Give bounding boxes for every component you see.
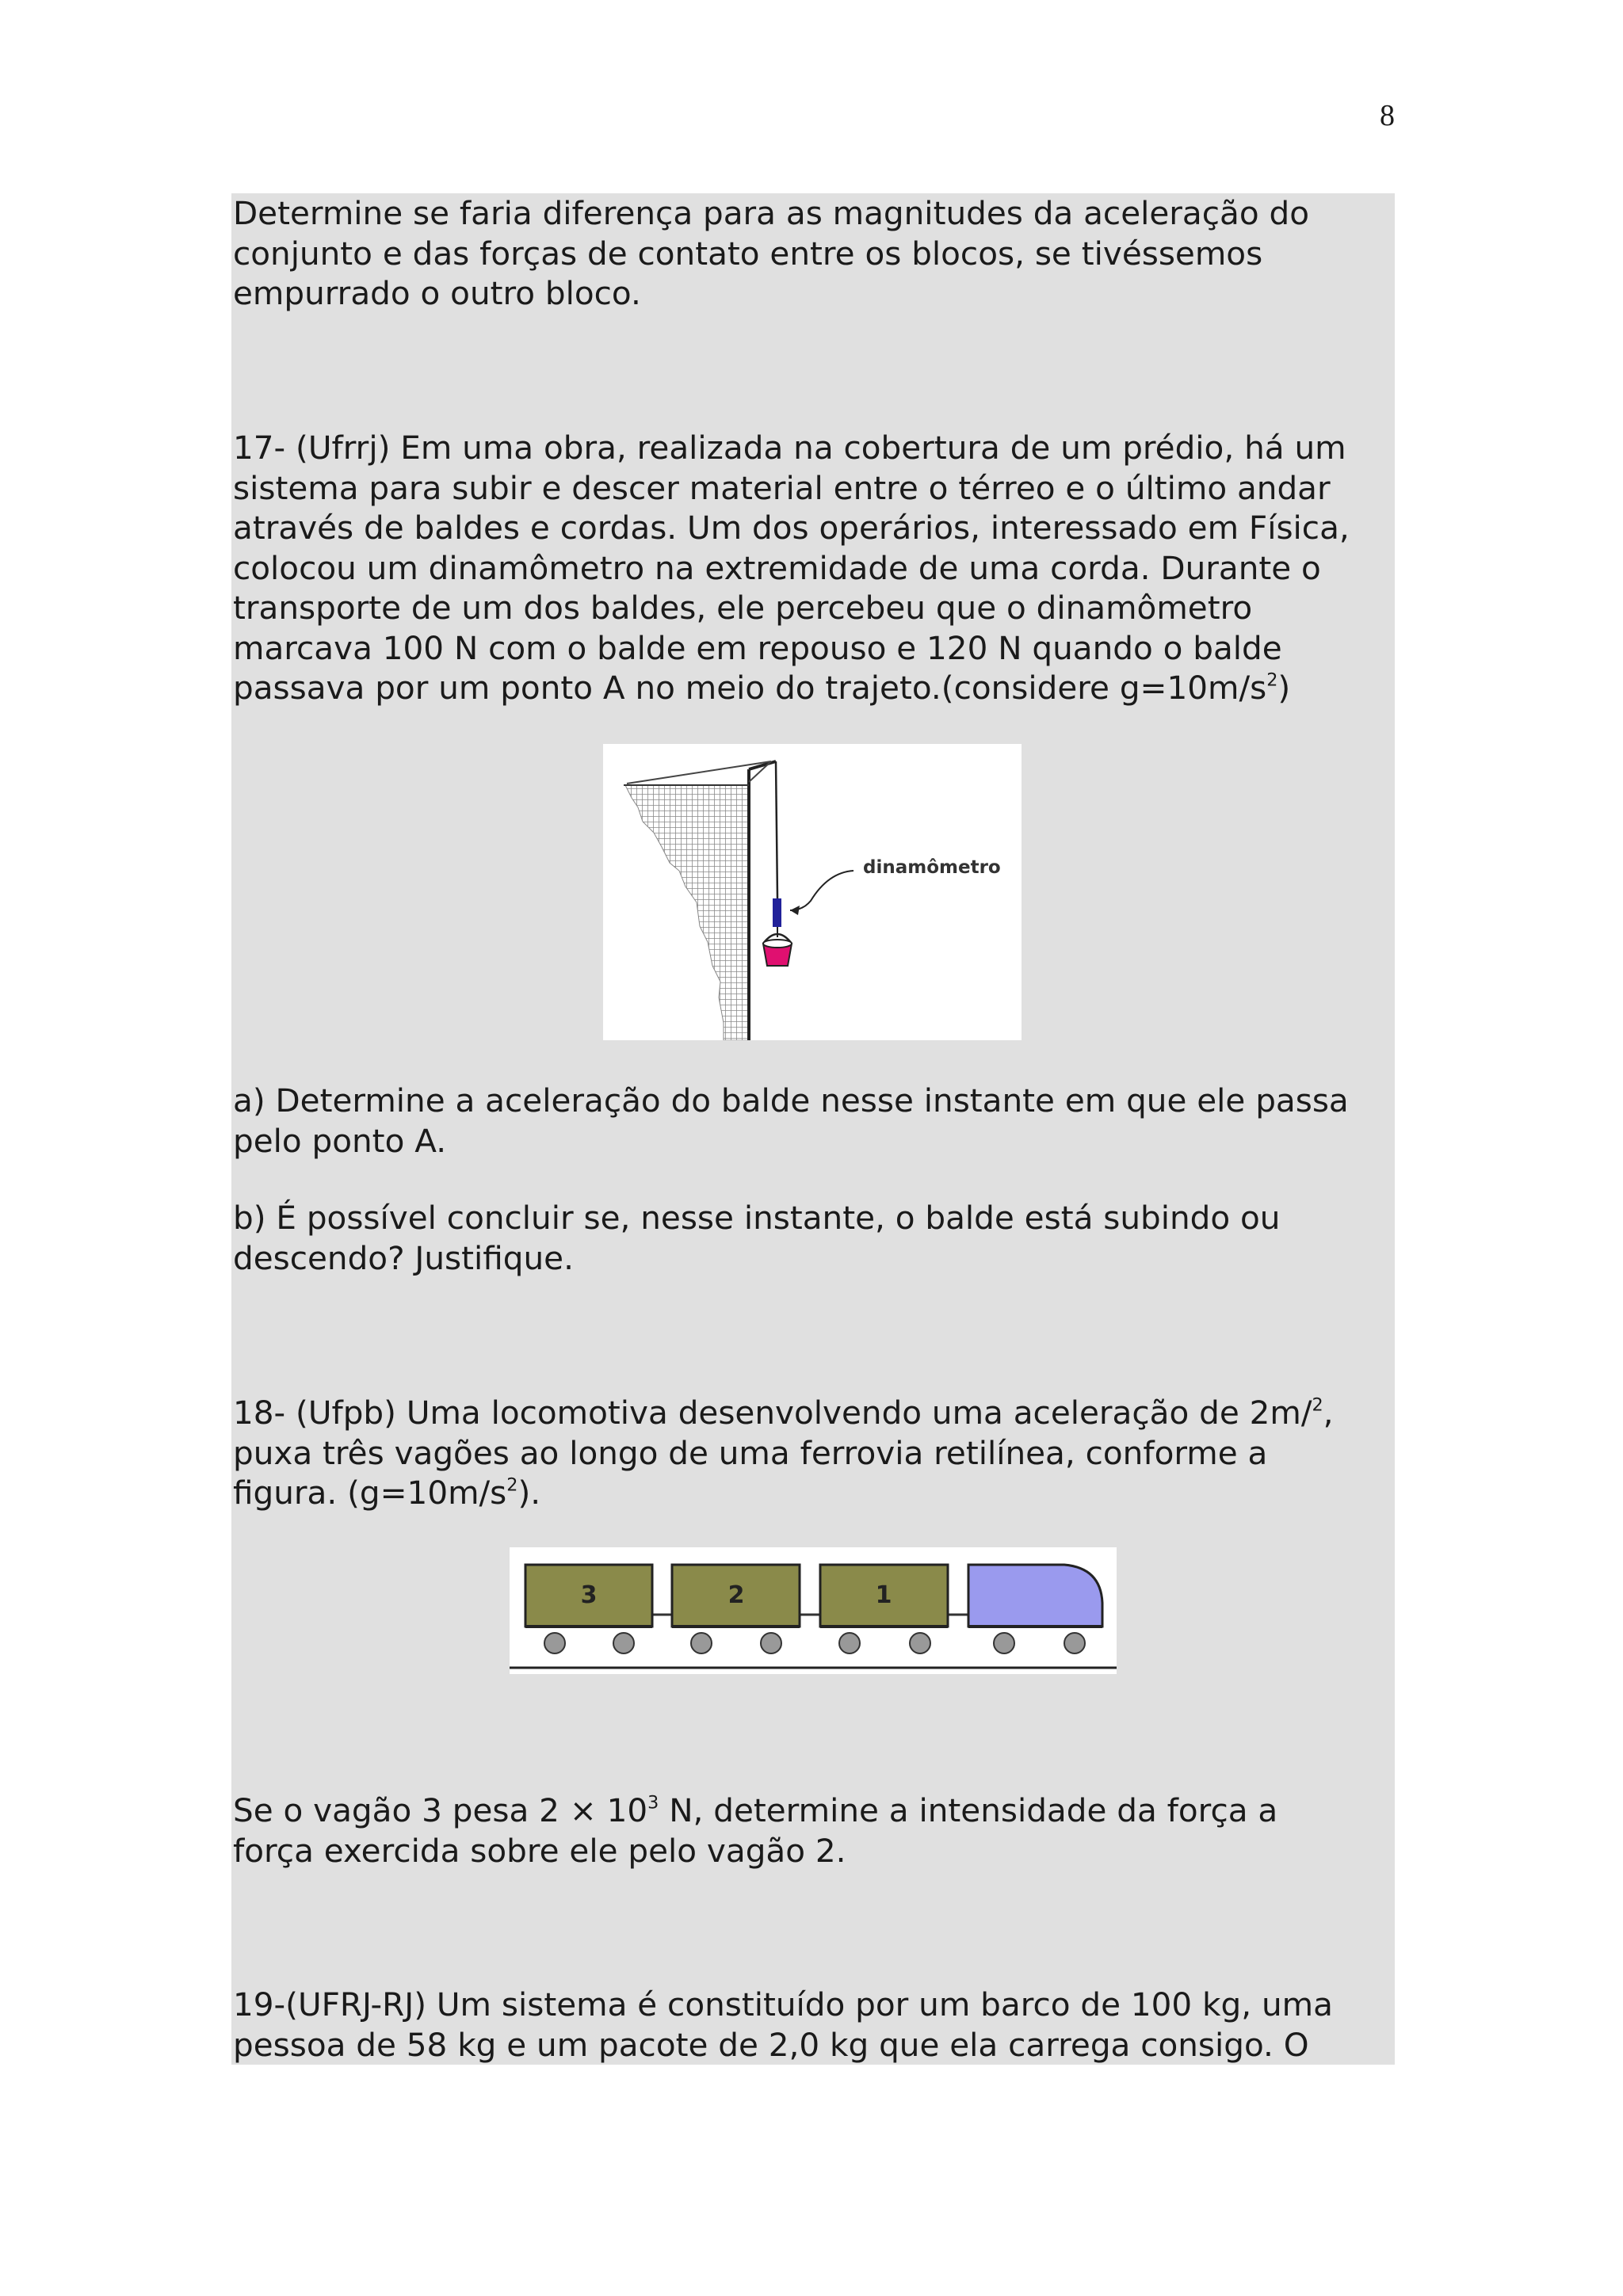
dinamometro-label: dinamômetro — [863, 857, 1001, 878]
q17-b-line-2: descendo? Justifique. — [233, 1238, 574, 1277]
q18-line-3: figura. (g=10m/s — [233, 1474, 507, 1512]
question-18-statement — [233, 1393, 1398, 1513]
question-17-statement — [233, 428, 1398, 708]
q18-question — [233, 1791, 1398, 1871]
q18-line-1-end: , — [1323, 1394, 1334, 1432]
building-dynamometer-figure — [603, 744, 1022, 1040]
q18-question-line-1b: N, determine a intensidade da força a — [659, 1791, 1278, 1829]
intro-line-2: conjunto e das forças de contato entre os blocos, se tivéssemos — [233, 234, 1263, 273]
q17-item-a — [233, 1081, 1398, 1161]
wagon-1-label: 1 — [875, 1581, 892, 1609]
q17-line-2: sistema para subir e descer material entre o térreo e o último andar — [233, 468, 1331, 507]
q17-exponent: 2 — [1266, 669, 1278, 691]
dynamometer — [773, 898, 781, 927]
q18-exponent-1: 2 — [1312, 1394, 1323, 1416]
q18-line-1: 18- (Ufpb) Uma locomotiva desenvolvendo uma aceleração de 2m/ — [233, 1394, 1312, 1432]
q19-line-2: pessoa de 58 kg e um pacote de 2,0 kg que ela carrega consigo. O — [233, 2025, 1309, 2064]
q18-question-line-1a: Se o vagão 3 pesa 2 × 10 — [233, 1791, 648, 1829]
q17-line-6: marcava 100 N com o balde em repouso e 120 N quando o balde — [233, 628, 1282, 667]
q17-line-7-end: ) — [1277, 669, 1291, 707]
q17-line-5: transporte de um dos baldes, ele percebeu que o dinamômetro — [233, 589, 1253, 627]
q17-line-7: passava por um ponto A no meio do trajeto.(considere g=10m/s — [233, 669, 1267, 707]
q17-line-1: 17- (Ufrrj) Em uma obra, realizada na cobertura de um prédio, há um — [233, 429, 1346, 467]
q18-line-3-end: ). — [517, 1474, 541, 1512]
q17-line-3: através de baldes e cordas. Um dos operários, interessado em Física, — [233, 509, 1350, 547]
train-figure — [510, 1547, 1117, 1674]
wagon-2-label: 2 — [727, 1581, 745, 1609]
q17-item-b — [233, 1198, 1398, 1278]
q19-line-1: 19-(UFRJ-RJ) Um sistema é constituído por um barco de 100 kg, uma — [233, 1985, 1333, 2023]
wagon-3-label: 3 — [580, 1581, 598, 1609]
question-19-statement — [233, 1985, 1398, 2065]
q17-a-line-2: pelo ponto A. — [233, 1121, 447, 1160]
page-number: 8 — [1380, 99, 1395, 132]
q17-line-4: colocou um dinamômetro na extremidade de uma corda. Durante o — [233, 548, 1321, 587]
q18-exponent-2: 2 — [506, 1474, 518, 1496]
q17-b-line-1: b) É possível concluir se, nesse instante, o balde está subindo ou — [233, 1199, 1281, 1237]
intro-line-1: Determine se faria diferença para as magnitudes da aceleração do — [233, 194, 1309, 232]
q18-line-2: puxa três vagões ao longo de uma ferrovia retilínea, conforme a — [233, 1433, 1268, 1472]
intro-paragraph — [233, 193, 1398, 314]
q18-question-line-2: força exercida sobre ele pelo vagão 2. — [233, 1831, 846, 1870]
intro-line-3: empurrado o outro bloco. — [233, 274, 641, 312]
q18-question-exponent: 3 — [647, 1792, 659, 1814]
q17-a-line-1: a) Determine a aceleração do balde nesse instante em que ele passa — [233, 1081, 1349, 1119]
